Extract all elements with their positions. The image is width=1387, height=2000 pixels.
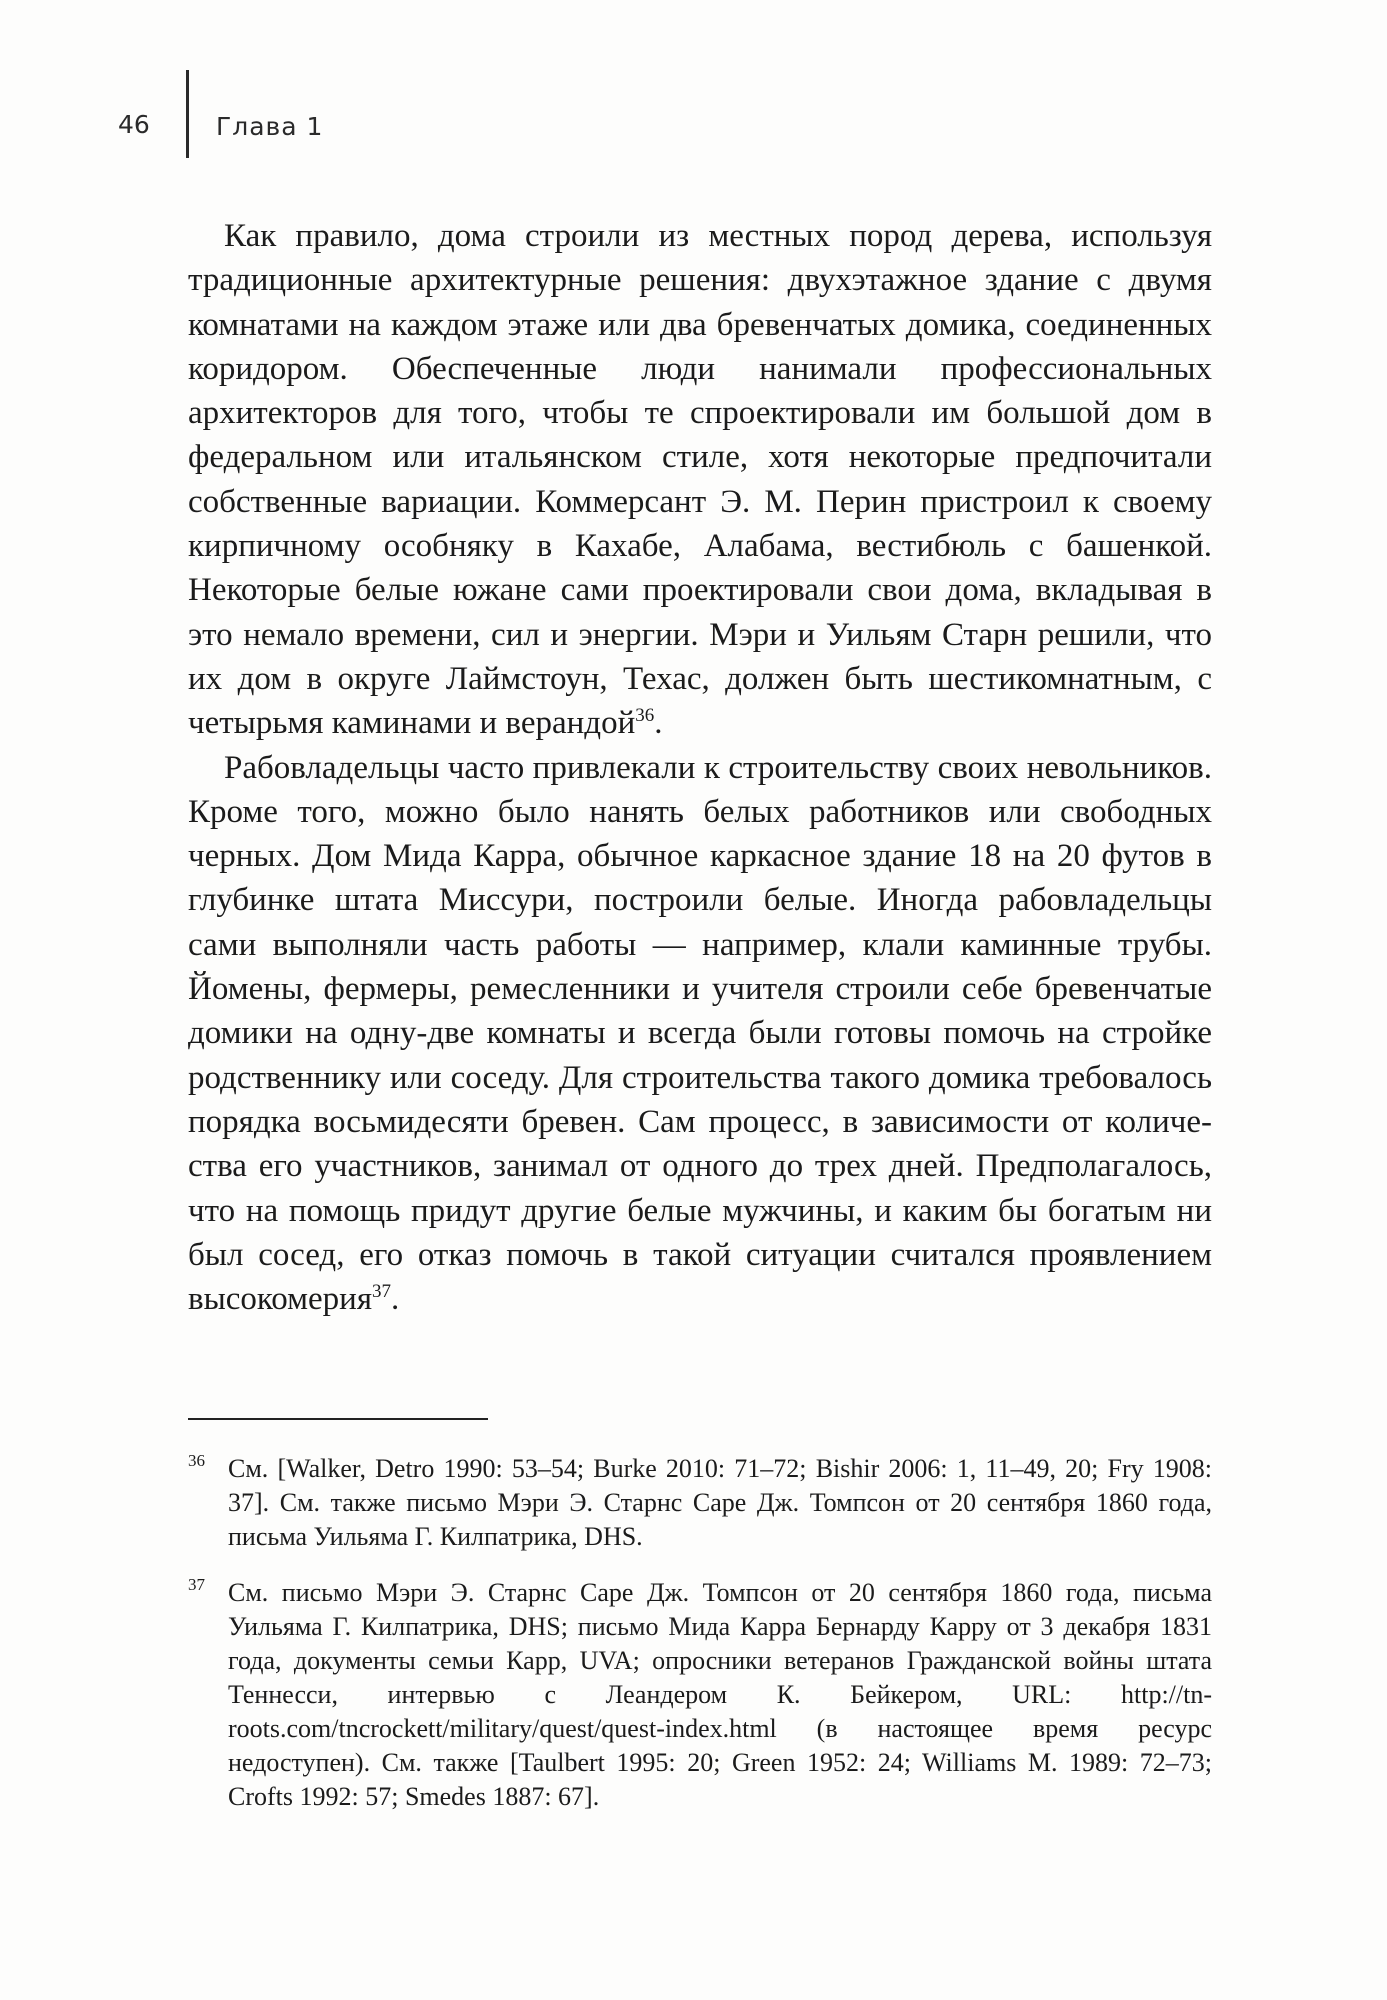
paragraph-tail: . bbox=[391, 1281, 400, 1318]
chapter-label: Глава 1 bbox=[216, 112, 324, 141]
main-text bbox=[188, 214, 1212, 1321]
footnote-mark: 37 bbox=[188, 1575, 205, 1594]
footnote-reference[interactable]: 37 bbox=[372, 1281, 391, 1303]
footnote bbox=[188, 1576, 1212, 1814]
paragraph-text: Рабовладельцы часто привлекали к строительству своих невольников. Кроме того, можно было нанять белых работников или свободных черных. Дом Мида Карра, обычное каркасное здание 18 на 20 футов в глубинке штата Миссури, построили белые. Иногда рабовладельцы сами выполняли часть работы — например, клали каминные трубы. Йомены, фермеры, ремесленники и учителя строили себе бревенчатые домики на одну-две комнаты и всегда были готовы помочь на стройке родственнику или соседу. Для строительства такого домика требовалось порядка восьмидесяти бревен. Сам процесс, в зависимости от количества его участников, занимал от одного до трех дней. Предполагалось, что на помощь придут другие белые мужчины, и каким бы богатым ни был сосед, его отказ помочь в такой ситуации считался проявлением высокомерия bbox=[188, 749, 1212, 1318]
page-number: 46 bbox=[118, 109, 150, 139]
footnote-reference[interactable]: 36 bbox=[635, 705, 655, 727]
footnote bbox=[188, 1452, 1212, 1554]
paragraph-tail: . bbox=[654, 705, 663, 742]
footnote-text: См. [Walker, Detro 1990: 53–54; Burke 2010: 71–72; Bishir 2006: 1, 11–49, 20; Fry 1908: 37]. См. также письмо Мэри Э. Старнс Саре Дж. Томпсон от 20 сентября 1860 года, письма Уильяма Г. Килпатрика, DHS. bbox=[228, 1454, 1212, 1551]
footnotes bbox=[188, 1452, 1212, 1836]
paragraph bbox=[188, 746, 1212, 1322]
running-head bbox=[118, 84, 178, 164]
paragraph bbox=[188, 214, 1212, 746]
running-head-divider bbox=[186, 70, 189, 158]
paragraph-text: Как правило, дома строили из местных пород дерева, используя традиционные архитектурные решения: двухэтажное здание с двумя комнатами на каждом этаже или два бревенчатых домика, соединенных коридором. Обеспеченные люди нанимали профессиональных архитекторов для того, чтобы те спроектировали им большой дом в федеральном или итальянском стиле, хотя некоторые предпочитали собственные вариации. Коммерсант Э. М. Перин пристроил к своему кирпичному особняку в Кахабе, Алабама, вестибюль с башенкой. Некоторые белые южане сами проектировали свои дома, вкладывая в это немало времени, сил и энергии. Мэри и Уильям Старн решили, что их дом в округе Лаймстоун, Техас, должен быть шестикомнатным, с четырьмя каминами и верандой bbox=[188, 218, 1212, 742]
footnote-text: См. письмо Мэри Э. Старнс Саре Дж. Томпсон от 20 сентября 1860 года, письма Уильяма Г. Килпатрика, DHS; письмо Мида Карра Бернарду Карру от 3 декабря 1831 года, документы семьи Карр, UVA; опросники ветеранов Гражданской войны штата Теннесси, интервью с Леандером К. Бейкером, URL: http://tn-roots.com/tncrockett/military/quest/quest-index.html (в настоящее время ресурс недоступен). См. также [Taulbert 1995: 20; Green 1952: 24; Williams M. 1989: 72–73; Crofts 1992: 57; Smedes 1887: 67]. bbox=[228, 1578, 1212, 1811]
footnote-mark: 36 bbox=[188, 1451, 205, 1470]
footnote-separator bbox=[188, 1418, 488, 1420]
